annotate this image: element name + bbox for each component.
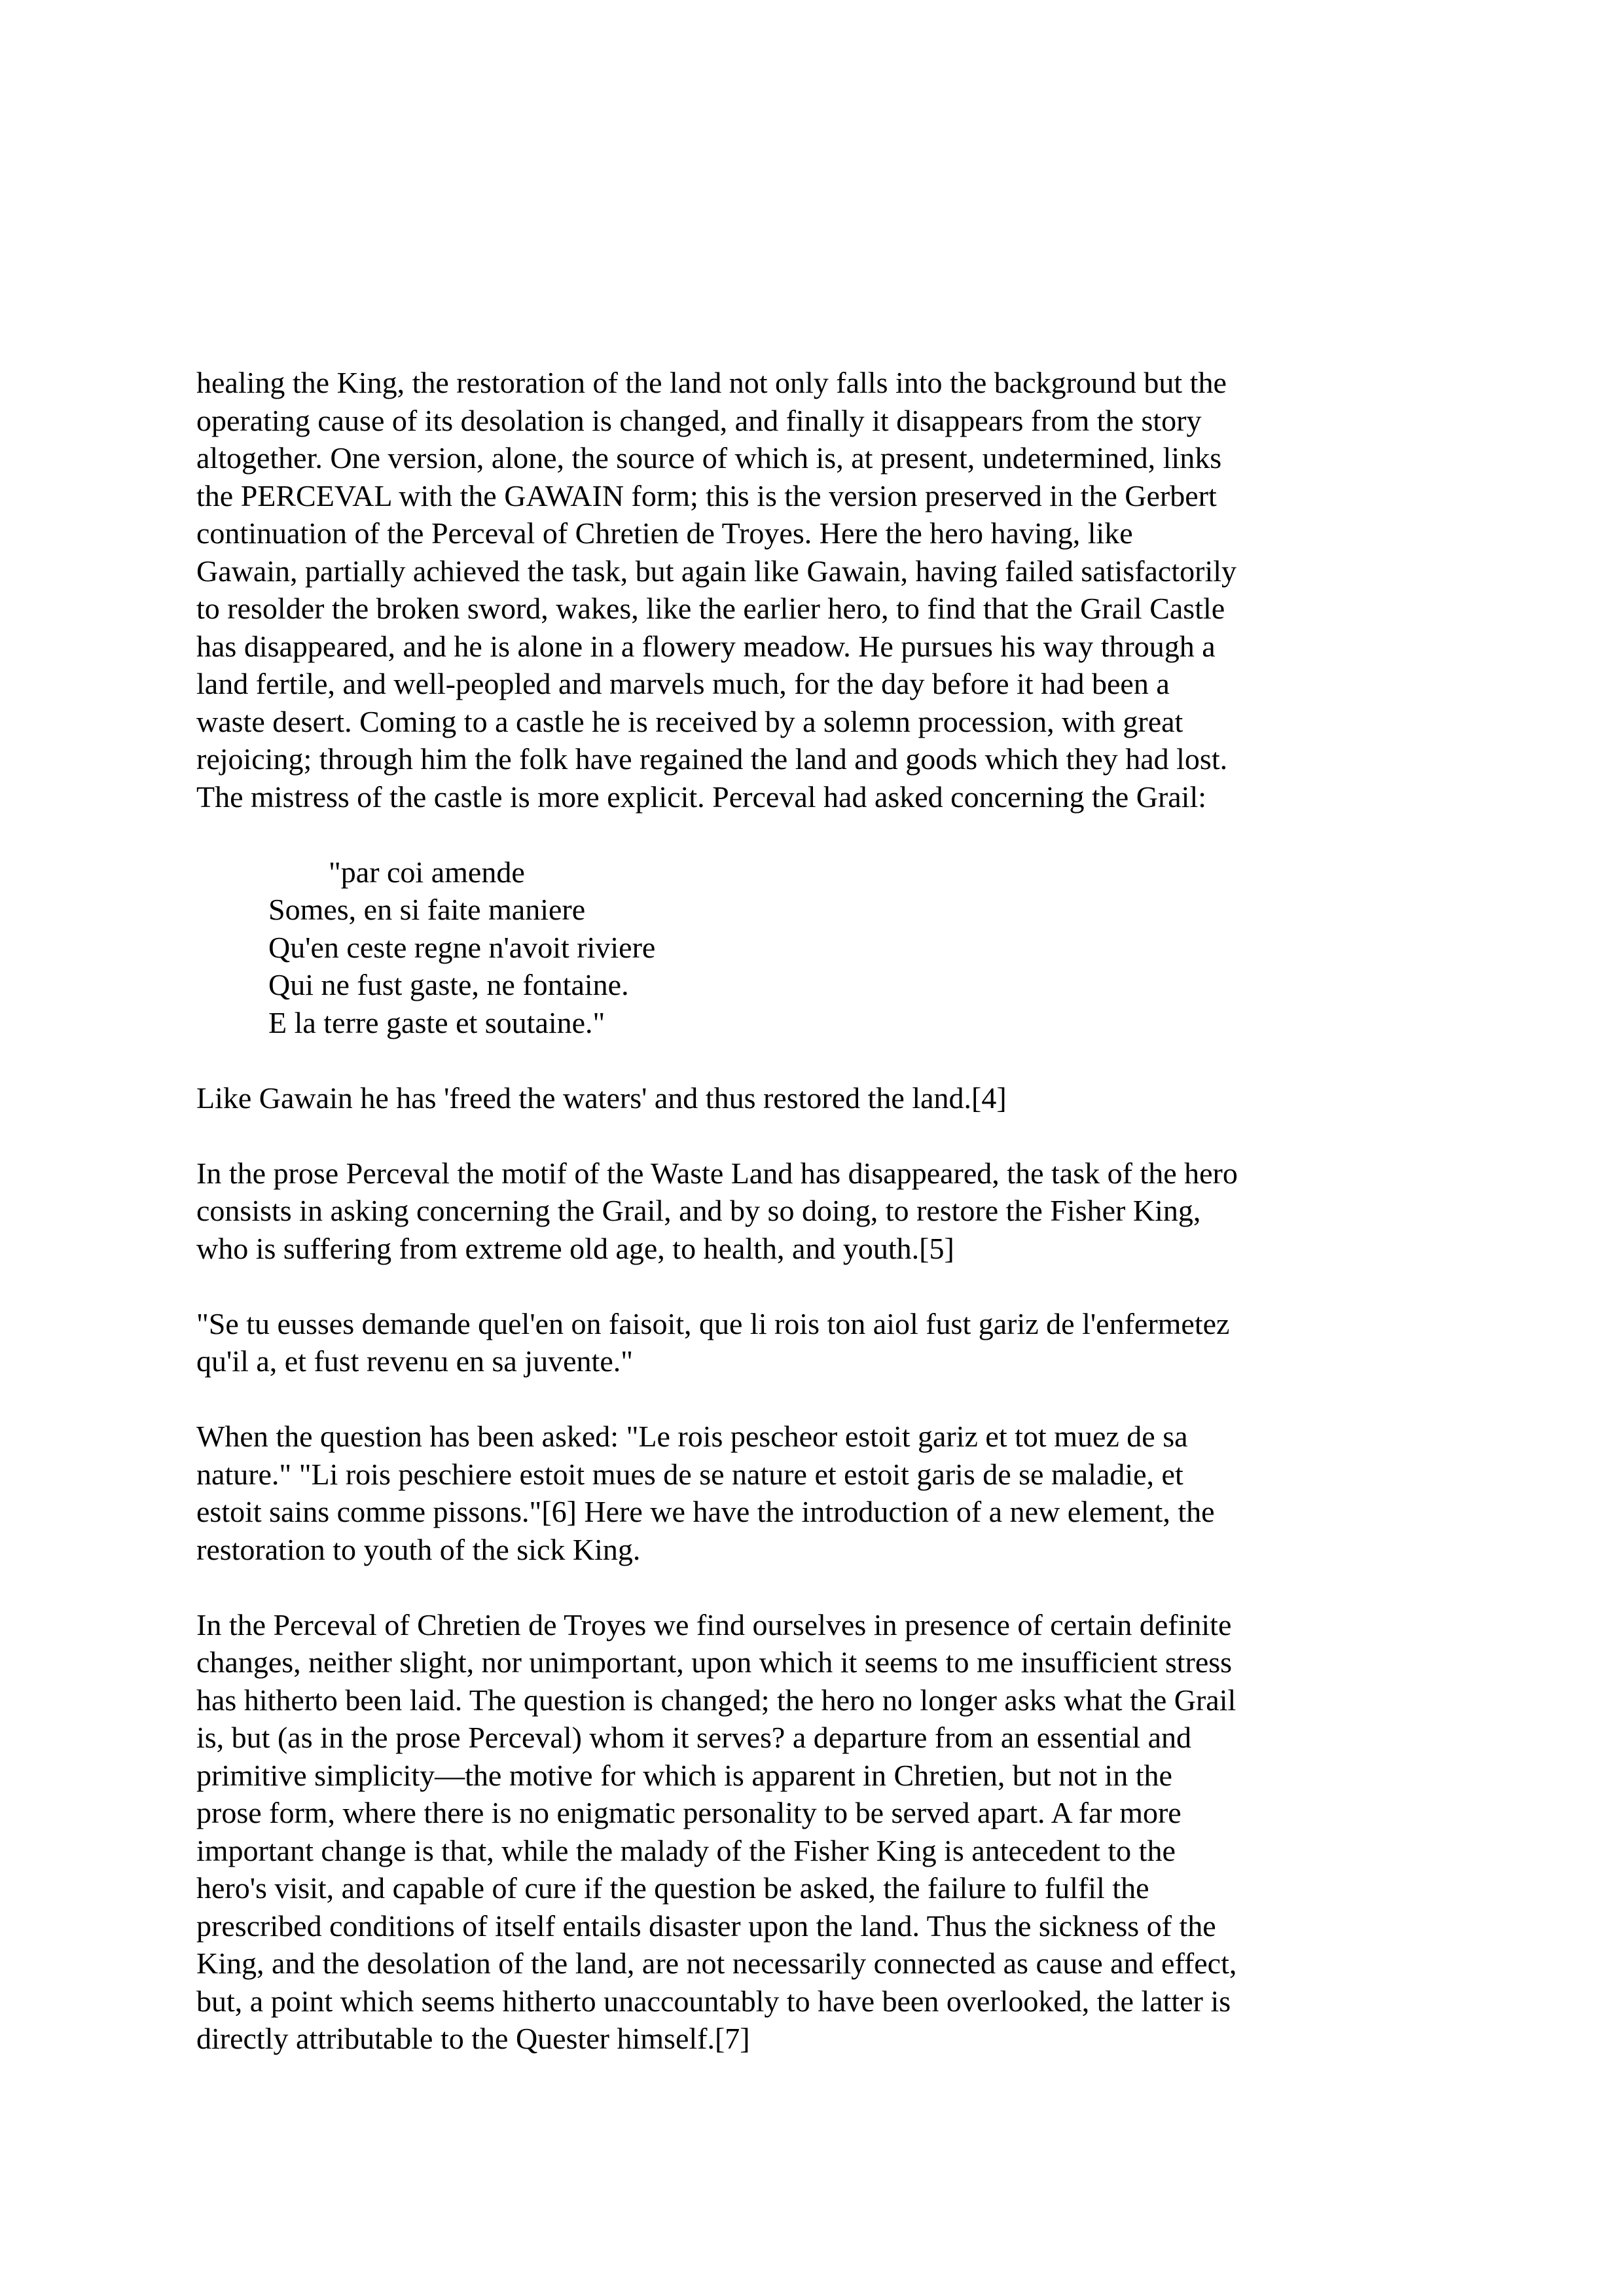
verse-line: Qui ne fust gaste, ne fontaine. [268,968,629,1001]
verse-quotation [196,853,1368,1042]
paragraph-3: In the prose Perceval the motif of the Waste Land has disappeared, the task of the hero consists in asking concerning the Grail, and by so doing, to restore the Fisher King, who is suffering from extreme old age, to health, and youth.[5] [196,1156,1238,1265]
verse-line: Somes, en si faite maniere [268,893,586,926]
paragraph-4: "Se tu eusses demande quel'en on faisoit, que li rois ton aiol fust gariz de l'enfermetez qu'il a, et fust revenu en sa juvente." [196,1306,1230,1378]
verse-line: Qu'en ceste regne n'avoit riviere [268,930,656,964]
paragraph-2: Like Gawain he has 'freed the waters' and thus restored the land.[4] [196,1081,1007,1115]
paragraph-1: healing the King, the restoration of the land not only falls into the background but the operating cause of its desolation is changed, and finally it disappears from the story altogether. One version, alone, the source of which is, at present, undetermined, links the PERCEVAL with the GAWAIN form; this is the version preserved in the Gerbert continuation of the Perceval of Chretien de Troyes. Here the hero having, like Gawain, partially achieved the task, but again like Gawain, having failed satisfactorily to resolder the broken sword, wakes, like the earlier hero, to find that the Grail Castle has disappeared, and he is alone in a flowery meadow. He pursues his way through a land fertile, and well-peopled and marvels much, for the day before it had been a waste desert. Coming to a castle he is received by a solemn procession, with great rejoicing; through him the folk have regained the land and goods which they had lost. The mistress of the castle is more explicit. Perceval had asked concerning the Grail: [196,366,1236,814]
paragraph-6: In the Perceval of Chretien de Troyes we find ourselves in presence of certain definite changes, neither slight, nor unimportant, upon which it seems to me insufficient stress has hitherto been laid. The question is changed; the hero no longer asks what the Grail is, but (as in the prose Perceval) whom it serves? a departure from an essential and primitive simplicity—the motive for which is apparent in Chretien, but not in the prose form, where there is no enigmatic personality to be served apart. A far more important change is that, while the malady of the Fisher King is antecedent to the hero's visit, and capable of cure if the question be asked, the failure to fulfil the prescribed conditions of itself entails disaster upon the land. Thus the sickness of the King, and the desolation of the land, are not necessarily connected as cause and effect, but, a point which seems hitherto unaccountably to have been overlooked, the latter is directly attributable to the Quester himself.[7] [196,1607,1237,2055]
verse-line: "par coi amende [329,855,525,889]
paragraph-5: When the question has been asked: "Le rois pescheor estoit gariz et tot muez de sa nature." "Li rois peschiere estoit mues de se nature et estoit garis de se maladie, et estoit sains comme pissons."[6] Here we have the introduction of a new element, the restoration to youth of the sick King. [196,1420,1215,1566]
document-page [196,364,1368,2095]
verse-line: E la terre gaste et soutaine." [268,1005,605,1039]
